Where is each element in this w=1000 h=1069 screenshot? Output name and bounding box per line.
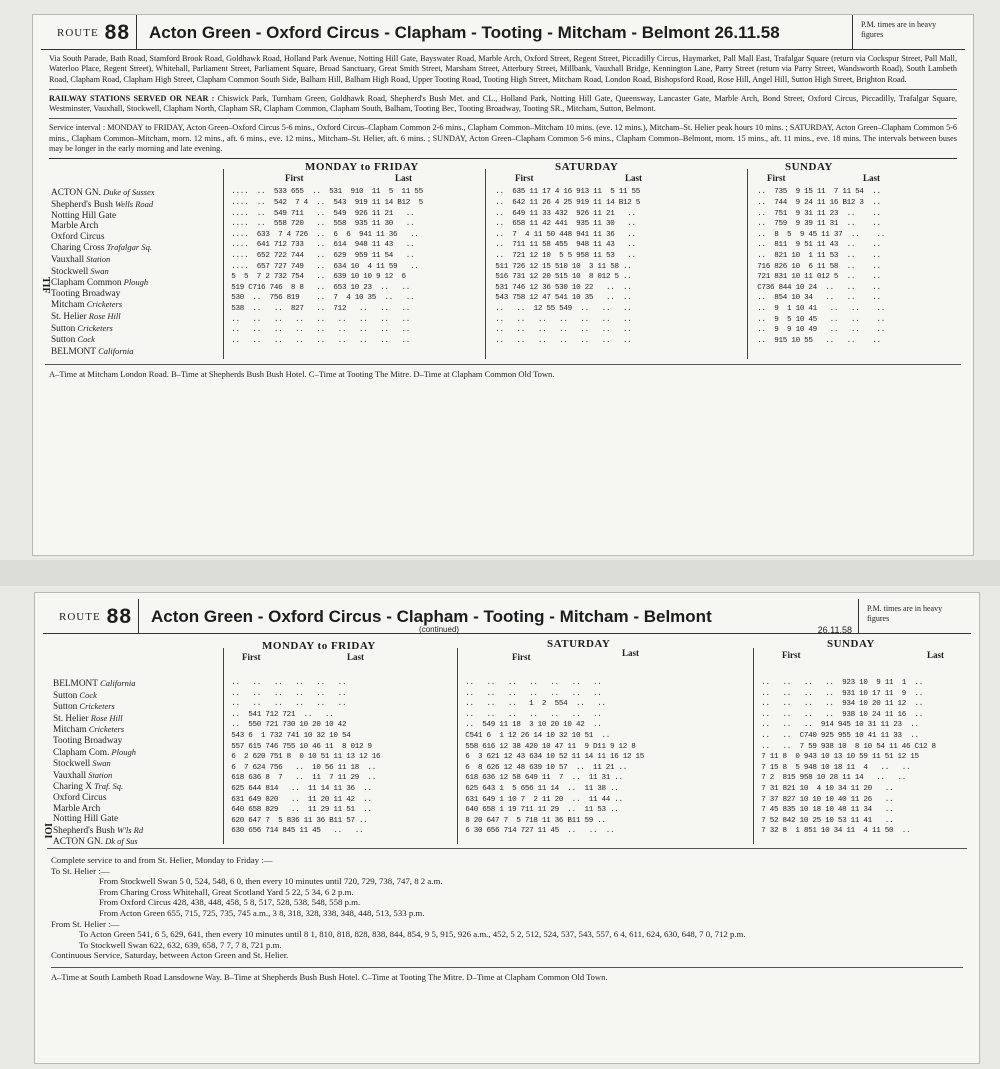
stop-name: Sutton [53,702,78,713]
mf-last: Last [347,652,365,662]
stop-row [53,804,143,815]
sat-last: Last [625,173,643,184]
stop-qualifier: Cricketers [77,701,115,712]
stop-name: Clapham Com. [53,747,110,758]
stop-row [51,187,155,199]
sun-last: Last [927,650,945,660]
stop-row [53,781,143,793]
railway-lead: RAILWAY STATIONS SERVED OR NEAR : [49,93,215,103]
stop-name: St. Helier [53,713,89,724]
stop-row [51,299,155,311]
stop-qualifier: Plough [109,746,136,757]
sun-last: Last [863,173,881,184]
stop-row [53,758,143,770]
railway-paragraph [49,90,957,120]
mf-times: .. .. .. .. .. .. .. .. .. .. .. .. .. .. .. .. .. .. .. 541 712 721 .. .. .. 550 721 730 10 20 10 42 543 6 1 732 741 10 32 10 54 557 615 746 755 10 46 11 8 012 9 6 2 620 751 8 0 10 51 11 13 12 16 6 7 624 756 .. 10 56 11 18 .. 618 636 8 7 .. 11 7 11 29 .. 625 644 814 .. 11 14 11 36 .. 631 649 820 .. 11 20 11 42 .. 640 658 829 .. 11 29 11 51 .. 620 647 7 5 836 11 36 B11 57 .. 630 656 714 845 11 45 .. .. [231,679,381,836]
mf-first: First [285,173,304,184]
stop-qualifier: California [95,345,134,356]
stop-qualifier: Wells Road [112,198,154,209]
stop-name: St. Helier [51,311,87,322]
stop-qualifier: Rose Hill [88,712,123,723]
stop-row [51,211,155,222]
stop-row [53,736,143,747]
stop-name: ACTON GN. [53,837,103,848]
route-label-box [41,15,137,49]
interval-paragraph: Service interval : MONDAY to FRIDAY, Acton Green–Oxford Circus 5-6 mins., Oxford Circus–Clapham Common 2-6 mins., Clapham Common–Mitcham 10 mins. (eve. 12 mins.), Mitcham–St. Helier peak hours 10 mins. ; SATURDAY, Acton Green–Clapham Common 5-6 mins., Clapham Common–Mitcham, morn. 12 mins., aft. 6 mins., eve. 12 mins., Mitcham–St. Helier, aft. 6 mins. ; SUNDAY, Acton Green–Clapham Common 5-6 mins., Clapham Common–Belmont, morn. 15 mins., aft. 11 mins., eve. 18 mins. The intervals between buses may be longer in the early morning and late evening. [49,119,957,159]
stop-name: Clapham Common [51,278,122,289]
route-label: ROUTE [59,611,101,623]
stop-qualifier: Duke of Sussex [100,187,155,198]
stop-name: Sutton [51,335,76,346]
stop-row [53,814,143,825]
stop-qualifier: Station [84,253,111,264]
stop-row [53,836,143,848]
stop-qualifier: Swan [90,758,111,769]
railway-text: Chiswick Park, Turnham Green, Goldhawk Road, Shepherd's Bush Met. and CL., Holland Park, Notting Hill Gate, Queensway, Lancaster Gate, Marble Arch, Bond Street, Oxford Circus, Piccadilly, Trafalgar Square, Westminster, Vauxhall, Stockwell, Clapham North, Clapham SR, Clapham Common, Clapham South, Balham, Tooting Bec, Tooting Broadway, Tooting SR., Mitcham, Sutton, Belmont. [49,93,958,114]
stop-qualifier: Cricketers [86,724,125,735]
sat-label: SATURDAY [547,638,611,650]
timetable-grid-1 [45,159,961,365]
stop-qualifier: Plough [121,277,149,288]
service-note-line: Continuous Service, Saturday, between Acton Green and St. Helier. [51,950,289,961]
stop-name: Marble Arch [53,803,101,814]
stop-name: Shepherd's Bush [53,825,115,836]
timetable-grid-2 [47,638,967,849]
stop-list [51,187,155,357]
stop-row [51,266,155,278]
stop-qualifier: Traf. Sq. [92,781,124,792]
stop-name: Notting Hill Gate [51,210,117,221]
stop-qualifier: Cock [75,334,95,345]
stop-row [51,346,155,358]
stop-name: Sutton [51,323,76,334]
stop-row [51,199,155,211]
service-note-line: From Acton Green 655, 715, 725, 735, 745 a.m., 3 8, 318, 328, 338, 348, 448, 513, 533 p.m. [99,907,425,918]
stop-name: ACTON GN. [51,188,101,199]
stop-name: Mitcham [53,725,87,736]
stop-name: Charing Cross [51,243,105,254]
mf-last: Last [395,173,413,184]
pm-note: P.M. times are in heavy figures [852,15,965,49]
footnote: A–Time at South Lambeth Road Lansdowne Way. B–Time at Shepherds Bush Bush Hotel. C–Time at Tooting The Mitre. D–Time at Clapham Common Old Town. [51,967,963,986]
stop-row [51,289,155,300]
service-note-line: From Oxford Circus 428, 438, 448, 458, 5 8, 517, 528, 538, 548, 558 p.m. [99,897,361,908]
stop-row [53,690,143,702]
stop-row [51,232,155,243]
footnote: A–Time at Mitcham London Road. B–Time at Shepherds Bush Bush Hotel. C–Time at Tooting The Mitre. D–Time at Clapham Common Old Town. [49,369,555,380]
stop-qualifier: Swan [88,265,109,276]
stop-row [53,701,143,713]
sat-last: Last [622,648,640,658]
stop-row [51,334,155,346]
sun-label: SUNDAY [827,638,875,650]
stop-row [51,221,155,232]
mf-times: .... .. 533 655 .. 531 910 11 5 11 55 .... .. 542 7 4 .. 543 919 11 14 B12 5 .... .. 549 711 .. 549 926 11 21 .. .... .. 558 720 .. 558 935 11 30 .. .... 633 7 4 726 .. 6 6 941 11 36 .. .... 641 712 733 .. 614 948 11 43 .. .... 652 722 744 .. 629 959 11 54 .. .... 657 727 749 .. 634 10 4 11 59 .. 5 5 7 2 732 754 .. 639 10 10 9 12 6 519 C716 746 8 8 .. 653 10 23 .. .. 530 .. 756 819 .. 7 4 10 35 .. .. 538 .. .. 827 .. 712 .. .. .. .. .. .. .. .. .. .. .. .. .. .. .. .. .. .. .. .. .. .. .. .. .. .. .. .. .. .. [231,188,423,345]
service-note-line: From Stockwell Swan 5 0, 524, 548, 6 0, then every 10 minutes until 720, 729, 738, 747, 8 2 a.m. [99,876,443,887]
route-label-box [43,599,139,633]
sat-first: First [512,652,531,662]
mf-label: MONDAY to FRIDAY [305,161,419,174]
stop-name: Marble Arch [51,221,99,232]
stop-qualifier: Dk of Sus [102,836,138,847]
mf-label: MONDAY to FRIDAY [262,640,376,652]
stop-name: Oxford Circus [53,792,107,803]
stop-row [53,713,143,725]
route-header [41,15,965,50]
sat-first: First [515,173,534,184]
stop-name: BELMONT [51,346,96,357]
sat-times: .. 635 11 17 4 16 913 11 5 11 55 .. 642 11 26 4 25 919 11 14 B12 5 .. 649 11 33 432 926 11 21 .. .. 658 11 42 441 935 11 30 .. .. 7 4 11 50 448 941 11 36 .. .. 711 11 58 455 948 11 43 .. .. 721 12 10 5 5 958 11 53 .. 511 726 12 15 510 10 3 11 58 .. 516 731 12 20 515 10 8 012 5 .. 531 746 12 36 530 10 22 .. .. 543 758 12 47 541 10 35 .. .. .. .. 12 55 549 .. .. .. .. .. .. .. .. .. .. .. .. .. .. .. .. .. .. .. .. .. .. .. .. [495,188,640,345]
extra-service-notes [51,855,963,961]
stop-name: Charing X [53,782,92,793]
service-note-line: From Charing Cross Whitehall, Great Scotland Yard 5 22, 5 34, 6 2 p.m. [99,886,354,897]
stop-name: Sutton [53,690,78,701]
sat-label: SATURDAY [555,161,619,174]
pm-note: P.M. times are in heavy figures [858,599,971,633]
stop-name: Tooting Broadway [53,735,123,746]
stop-qualifier: W'ls Rd [114,824,144,835]
stop-qualifier: Station [86,769,113,780]
stop-name: Notting Hill Gate [53,814,119,825]
stop-qualifier: Trafalgar Sq. [104,242,152,253]
route-number: 88 [104,21,131,44]
stop-row [51,242,155,254]
route-label: ROUTE [57,27,99,39]
service-note-line: To St. Helier :— [51,865,110,876]
stop-qualifier: California [97,678,136,688]
stop-row [51,323,155,335]
route-header [43,599,971,634]
route-date: 26.11.58 [817,625,852,635]
route-number: 88 [106,605,133,628]
page-number: TIF [40,277,51,294]
stop-row [53,770,143,782]
route-title-block [139,599,858,633]
stop-name: Stockwell [53,759,91,770]
sun-label: SUNDAY [785,161,833,174]
stop-name: Mitcham [51,300,85,311]
sat-times: .. .. .. .. .. .. .. .. .. .. .. .. .. .. .. .. .. 1 2 554 .. .. .. .. .. .. .. .. .. .. 549 11 18 3 10 20 10 42 .. C541 6 1 12 26 14 10 32 10 51 .. 558 616 12 38 420 10 47 11 9 D11 9 12 8 6 3 621 12 43 634 10 52 11 14 11 16 12 15 6 8 626 12 48 639 10 57 .. 11 21 .. 618 636 12 58 649 11 7 .. 11 31 .. 625 643 1 5 656 11 14 .. 11 38 .. 631 649 1 10 7 2 11 20 .. 11 44 .. 640 658 1 19 711 11 29 .. 11 53 .. 8 20 647 7 5 718 11 36 B11 59 .. 6 30 656 714 727 11 45 .. .. .. [465,679,645,836]
route-title: Acton Green - Oxford Circus - Clapham - Tooting - Mitcham - Belmont [151,607,712,626]
page-number: IOI [42,823,53,839]
stop-name: Tooting Broadway [51,288,121,299]
timetable-page-1 [32,14,974,556]
continued-label: (continued) [419,625,460,634]
service-note-line: Complete service to and from St. Helier, Monday to Friday :— [51,855,273,865]
sun-first: First [767,173,786,184]
stop-row [53,825,143,837]
stop-row [51,277,155,289]
mf-first: First [242,652,261,662]
stop-row [53,793,143,804]
stop-row [53,724,143,736]
stop-name: BELMONT [53,679,98,689]
stop-name: Vauxhall [53,770,87,781]
stop-name: Shepherd's Bush [51,199,113,210]
stop-row [53,747,143,759]
timetable-page-2 [34,592,980,1064]
stop-row [51,311,155,323]
service-note-line: From St. Helier :— [51,918,120,929]
sun-first: First [782,650,801,660]
stop-list [53,678,143,848]
stop-name: Stockwell [51,266,89,277]
sun-times: .. 735 9 15 11 7 11 54 .. .. 744 9 24 11 16 B12 3 .. .. 751 9 31 11 23 .. .. .. 759 9 39 11 31 .. .. .. 8 5 9 45 11 37 .. .. .. 811 9 51 11 43 .. .. .. 821 10 1 11 53 .. .. 716 826 10 6 11 58 .. .. 721 831 10 11 012 5 .. .. C736 844 10 24 .. .. .. .. 854 10 34 .. .. .. .. 9 1 10 41 .. .. .. .. 9 5 10 45 .. .. .. .. 9 9 10 49 .. .. .. .. 915 10 55 .. .. .. [757,188,885,345]
via-paragraph: Via South Parade, Bath Road, Stamford Brook Road, Goldhawk Road, Holland Park Avenue, Notting Hill Gate, Bayswater Road, Marble Arch, Oxford Street, Regent Street, Piccadilly Circus, Haymarket, Pall Mall East, Trafalgar Square (return via Cockspur Street, Pall Mall, Waterloo Place, Regent Street), Whitehall, Parliament Street, Parliament Square, Broad Sanctuary, Great Smith Street, Marsham Street, Atterbury Street, Millbank, Vauxhall Bridge, Kennington Lane, Parry Street (return via Parry Street, Wandsworth Road), South Lambeth Road, Clapham Road, Clapham High Street, Clapham Common South Side, Balham Hill, Balham High Road, Upper Tooting Road, Tooting High Street, Mitcham Road, London Road, Bishopsford Road, Rose Hill, Angel Hill, Sutton High Street, Brighton Road. [49,50,957,90]
stop-qualifier: Cricketers [75,322,113,333]
route-title: Acton Green - Oxford Circus - Clapham - Tooting - Mitcham - Belmont 26.11.58 [149,23,780,42]
stop-name: Oxford Circus [51,231,105,242]
stop-name: Vauxhall [51,254,85,265]
stop-qualifier: Cock [77,689,97,700]
stop-qualifier: Cricketers [84,299,123,310]
service-note-line: To Stockwell Swan 622, 632, 639, 658, 7 7, 7 8, 721 p.m. [79,939,282,950]
stop-qualifier: Rose Hill [86,310,121,321]
stop-row [53,678,143,690]
service-note-line: To Acton Green 541, 6 5, 629, 641, then every 10 minutes until 8 1, 810, 818, 828, 838, 844, 854, 9 5, 915, 926 a.m., 452, 5 2, 512, 524, 537, 543, 557, 6 4, 611, 624, 630, 648, 7 0, 712 p.m. [79,929,746,940]
stop-row [51,254,155,266]
sun-times: .. .. .. .. 923 10 9 11 1 .. .. .. .. .. 931 10 17 11 9 .. .. .. .. .. 934 10 20 11 12 .. .. .. .. .. 938 10 24 11 16 .. .. .. .. 914 945 10 31 11 23 .. .. .. C740 925 955 10 41 11 33 .. .. .. 7 59 938 10 8 10 54 11 46 C12 8 7 11 8 0 943 10 13 10 59 11 51 12 15 7 15 8 5 948 10 18 11 4 .. .. 7 2 815 958 10 28 11 14 .. .. 7 31 821 10 4 10 34 11 20 .. 7 37 827 10 10 10 40 11 26 .. 7 45 835 10 18 10 48 11 34 .. 7 52 842 10 25 10 53 11 41 .. 7 32 8 1 851 10 34 11 4 11 50 .. [761,679,936,836]
